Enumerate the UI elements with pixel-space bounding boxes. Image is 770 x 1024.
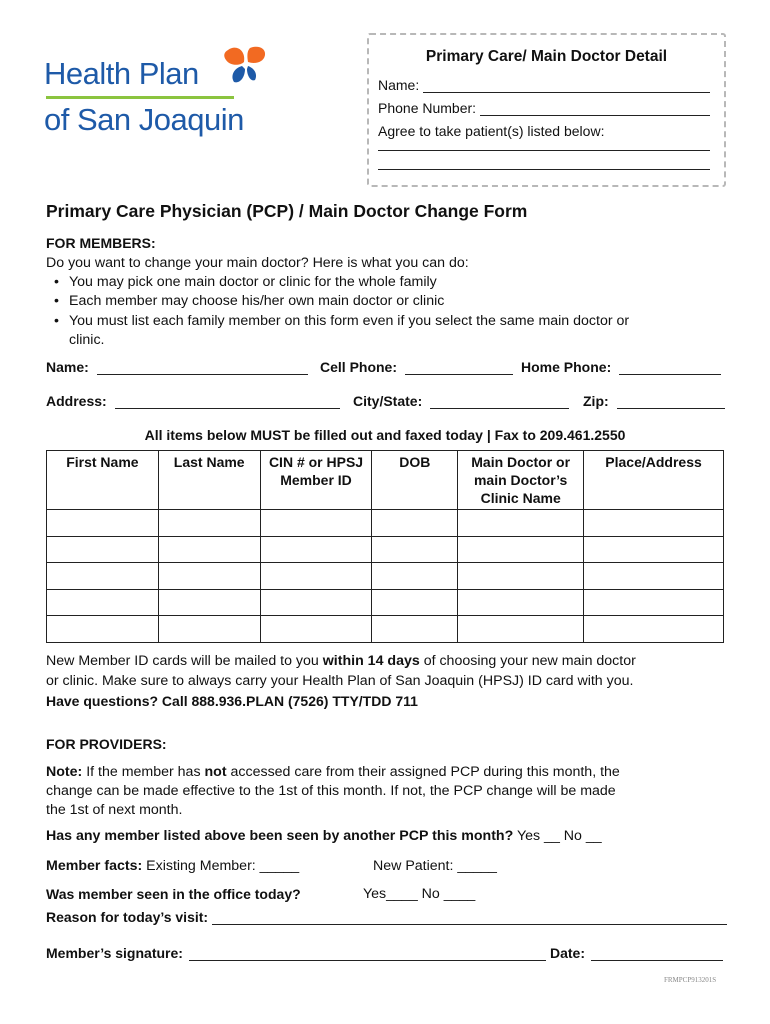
seen-today-question: Was member seen in the office today? bbox=[46, 886, 301, 902]
table-cell[interactable] bbox=[47, 616, 159, 643]
table-cell[interactable] bbox=[260, 536, 372, 563]
table-cell[interactable] bbox=[260, 510, 372, 537]
bullet-item: • You may pick one main doctor or clinic for the whole family bbox=[54, 274, 437, 290]
table-cell[interactable] bbox=[584, 589, 724, 616]
logo-text-line2: of San Joaquin bbox=[44, 102, 244, 137]
pcp-agree-line-2[interactable] bbox=[378, 169, 710, 170]
table-row bbox=[47, 589, 724, 616]
table-row bbox=[47, 616, 724, 643]
pcp-detail-box bbox=[367, 33, 726, 187]
table-row bbox=[47, 536, 724, 563]
table-cell[interactable] bbox=[260, 589, 372, 616]
table-cell[interactable] bbox=[372, 510, 458, 537]
table-cell[interactable] bbox=[158, 510, 260, 537]
table-cell[interactable] bbox=[158, 563, 260, 590]
table-cell[interactable] bbox=[372, 536, 458, 563]
table-cell[interactable] bbox=[372, 616, 458, 643]
zip-field[interactable] bbox=[617, 394, 725, 409]
cell-phone-row bbox=[320, 357, 513, 375]
city-state-label: City/State: bbox=[353, 393, 423, 409]
cell-phone-field[interactable] bbox=[405, 360, 513, 375]
table-cell[interactable] bbox=[260, 563, 372, 590]
table-cell[interactable] bbox=[458, 563, 584, 590]
reason-row bbox=[46, 907, 727, 925]
city-state-row bbox=[353, 391, 569, 409]
signature-field[interactable] bbox=[189, 946, 546, 961]
member-facts-row: Member facts: Existing Member: _____ bbox=[46, 858, 300, 874]
seen-by-other-pcp-row: Has any member listed above been seen by another PCP this month? Yes __ No __ bbox=[46, 828, 602, 844]
logo-underline bbox=[46, 96, 234, 99]
pcp-phone-field[interactable] bbox=[480, 101, 710, 116]
bullet-item-continued: clinic. bbox=[69, 332, 105, 348]
pcp-phone-label: Phone Number: bbox=[378, 100, 477, 116]
header-last-name: Last Name bbox=[158, 451, 260, 510]
members-intro: Do you want to change your main doctor? Here is what you can do: bbox=[46, 255, 469, 271]
bullet-item: • Each member may choose his/her own main doctor or clinic bbox=[54, 293, 445, 309]
signature-label: Member’s signature: bbox=[46, 945, 183, 961]
address-field[interactable] bbox=[115, 394, 340, 409]
pcp-detail-title: Primary Care/ Main Doctor Detail bbox=[425, 48, 668, 65]
table-cell[interactable] bbox=[458, 536, 584, 563]
pcp-name-label: Name: bbox=[378, 77, 420, 93]
table-cell[interactable] bbox=[372, 563, 458, 590]
header-first-name: First Name bbox=[47, 451, 159, 510]
butterfly-icon bbox=[220, 44, 270, 86]
pcp-phone-row bbox=[378, 98, 710, 116]
form-code: FRMPCP913201S bbox=[664, 976, 717, 984]
date-field[interactable] bbox=[591, 946, 723, 961]
id-card-notice-line1: New Member ID cards will be mailed to you within 14 days of choosing your new main doctor bbox=[46, 653, 636, 669]
date-label: Date: bbox=[550, 945, 586, 961]
reason-field[interactable] bbox=[212, 910, 727, 925]
fax-instruction: All items below MUST be filled out and faxed today | Fax to 209.461.2550 bbox=[144, 427, 626, 443]
table-cell[interactable] bbox=[47, 510, 159, 537]
existing-member-field[interactable]: Existing Member: _____ bbox=[142, 858, 300, 874]
home-phone-field[interactable] bbox=[619, 360, 721, 375]
table-header-row bbox=[47, 451, 724, 510]
zip-label: Zip: bbox=[583, 393, 609, 409]
date-row bbox=[550, 943, 723, 961]
header-member-id: CIN # or HPSJ Member ID bbox=[260, 451, 372, 510]
signature-row bbox=[46, 943, 546, 961]
table-cell[interactable] bbox=[47, 589, 159, 616]
seen-by-other-pcp-answer[interactable]: Yes __ No __ bbox=[513, 828, 602, 844]
home-phone-label: Home Phone: bbox=[521, 359, 612, 375]
table-cell[interactable] bbox=[260, 616, 372, 643]
health-plan-logo bbox=[44, 44, 274, 144]
reason-label: Reason for today’s visit: bbox=[46, 909, 209, 925]
table-row bbox=[47, 563, 724, 590]
questions-contact: Have questions? Call 888.936.PLAN (7526) TTY/TDD 711 bbox=[46, 693, 418, 709]
table-cell[interactable] bbox=[158, 589, 260, 616]
table-cell[interactable] bbox=[584, 616, 724, 643]
provider-note-line3: the 1st of next month. bbox=[46, 802, 183, 818]
member-name-row bbox=[46, 357, 308, 375]
table-cell[interactable] bbox=[158, 616, 260, 643]
table-cell[interactable] bbox=[584, 563, 724, 590]
table-cell[interactable] bbox=[458, 510, 584, 537]
table-cell[interactable] bbox=[47, 563, 159, 590]
header-main-doctor: Main Doctor or main Doctor’s Clinic Name bbox=[458, 451, 584, 510]
member-name-label: Name: bbox=[46, 359, 89, 375]
table-row bbox=[47, 510, 724, 537]
providers-heading: FOR PROVIDERS: bbox=[46, 736, 167, 752]
pcp-agree-row bbox=[378, 121, 710, 139]
provider-note-line2: change can be made effective to the 1st of this month. If not, the PCP change will be made bbox=[46, 783, 616, 799]
zip-row bbox=[583, 391, 725, 409]
seen-today-answer[interactable]: Yes____ No ____ bbox=[363, 886, 476, 902]
pcp-name-field[interactable] bbox=[423, 78, 710, 93]
table-cell[interactable] bbox=[584, 536, 724, 563]
table-cell[interactable] bbox=[158, 536, 260, 563]
table-cell[interactable] bbox=[584, 510, 724, 537]
header-place-address: Place/Address bbox=[584, 451, 724, 510]
id-card-notice-line2: or clinic. Make sure to always carry your Health Plan of San Joaquin (HPSJ) ID card with you. bbox=[46, 673, 634, 689]
table-cell[interactable] bbox=[372, 589, 458, 616]
city-state-field[interactable] bbox=[430, 394, 569, 409]
table-cell[interactable] bbox=[458, 589, 584, 616]
pcp-agree-label: Agree to take patient(s) listed below: bbox=[378, 123, 605, 139]
provider-note-line1: Note: If the member has not accessed care from their assigned PCP during this month, the bbox=[46, 764, 620, 780]
home-phone-row bbox=[521, 357, 721, 375]
members-heading: FOR MEMBERS: bbox=[46, 235, 156, 251]
address-row bbox=[46, 391, 340, 409]
table-cell[interactable] bbox=[47, 536, 159, 563]
new-patient-field[interactable]: New Patient: _____ bbox=[373, 858, 497, 874]
pcp-agree-line-1[interactable] bbox=[378, 150, 710, 151]
cell-phone-label: Cell Phone: bbox=[320, 359, 398, 375]
table-cell[interactable] bbox=[458, 616, 584, 643]
address-label: Address: bbox=[46, 393, 107, 409]
form-title: Primary Care Physician (PCP) / Main Doctor Change Form bbox=[46, 201, 528, 221]
member-name-field[interactable] bbox=[97, 360, 308, 375]
members-table bbox=[46, 450, 724, 643]
pcp-name-row bbox=[378, 75, 710, 93]
logo-text-line1: Health Plan bbox=[44, 56, 199, 91]
bullet-item: • You must list each family member on this form even if you select the same main doctor or bbox=[54, 313, 630, 329]
header-dob: DOB bbox=[372, 451, 458, 510]
